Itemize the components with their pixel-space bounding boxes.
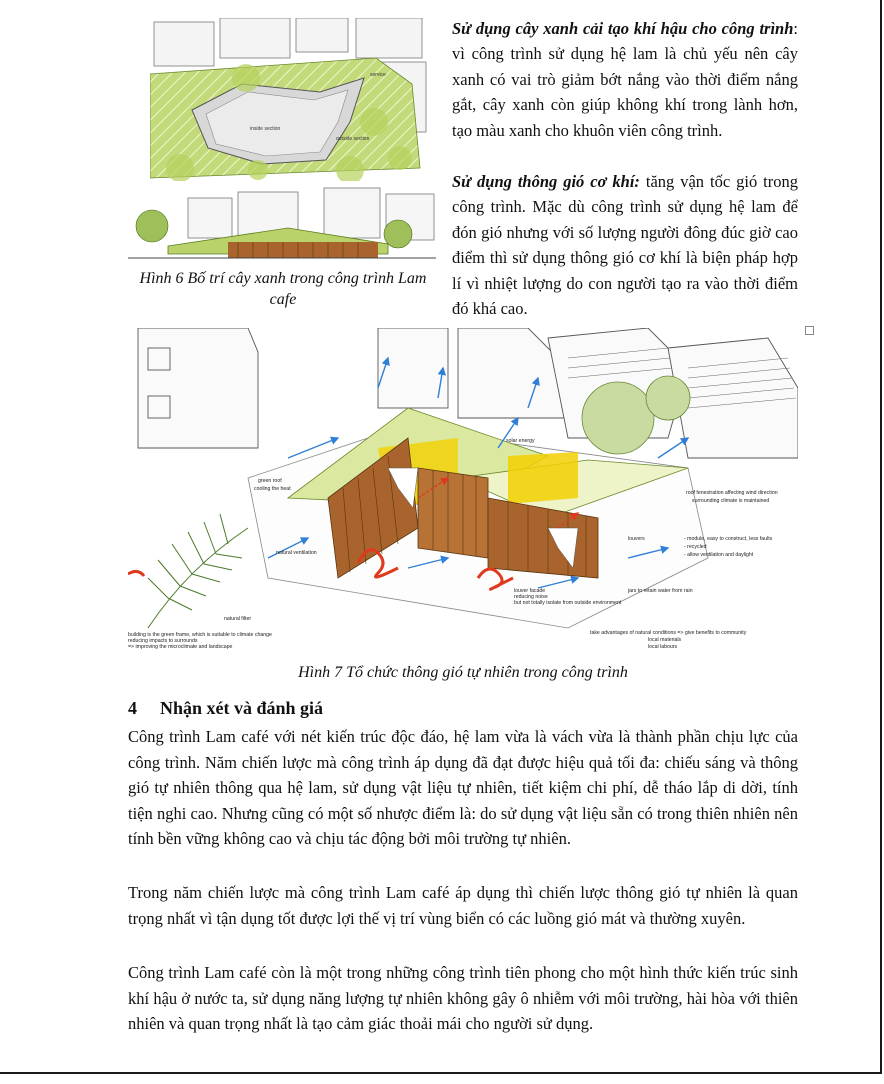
paragraph-mech-ventilation [452,169,798,321]
paragraph-trees-title: Sử dụng cây xanh cải tạo khí hậu cho công trình [452,19,794,38]
figure6-caption: Hình 6 Bố trí cây xanh trong công trình Lam cafe [139,270,427,308]
figure7-ventilation-diagram [128,328,798,656]
label-natural-filter: natural filter [224,616,252,622]
paragraph-mech-text: tăng vận tốc gió trong công trình. Mặc dù công trình sử dụng hệ lam để đón gió nhưng với số lượng người đông đúc giờ cao điểm thì sử dụng thông gió cơ khí là biện pháp hợp lí vì nhiệt lượng do con người tạo ra vào thời điểm đó khá cao. [452,172,798,319]
label-improving: => improving the microclimate and landscape [128,644,233,650]
label-solar-energy: solar energy [506,438,535,444]
body-paragraph: Trong năm chiến lược mà công trình Lam café áp dụng thì chiến lược thông gió tự nhiên là quan trọng nhất vì tận dụng tốt được lợi thế vị trí vùng biển có các luồng gió mát và thường xuyên. [128,883,798,928]
section-title: Nhận xét và đánh giá [160,698,324,718]
label-roof-fenestration: roof fenestration affecting wind direction [686,490,778,496]
figure6-site-plan [150,18,428,181]
label-not-isolate: but not totally isolate from outside environment [514,600,622,606]
label-take-advantages: take advantages of natural conditions => give benefits to community [590,630,747,636]
paragraph-mech-title: Sử dụng thông gió cơ khí: [452,172,640,191]
label-module: - module, easy to construct, less faults [684,536,773,542]
label-green-roof: green roof [258,478,282,484]
label-recycled: - recycled [684,544,707,550]
label-louver-facade: louver facade [514,588,546,594]
plan-label-inside: inside section [250,126,281,132]
body-paragraph: Công trình Lam café còn là một trong những công trình tiên phong cho một hình thức kiến trúc sinh khí hậu ở nước ta, sử dụng năng lượng tự nhiên không gây ô nhiễm với môi trường, hài hòa với thiên nhiên và quan trọng nhất là tạo cảm giác thoải mái cho người sử dụng. [128,963,798,1034]
label-local-labours: local labours [648,644,678,650]
body-paragraph: Công trình Lam café với nét kiến trúc độc đáo, hệ lam vừa là vách vừa là thành phần chịu lực của công trình. Năm chiến lược mà công trình áp dụng đã đạt được hiệu quả tối đa: chiếu sáng và thông gió tự nhiên thông qua hệ lam, sử dụng vật liệu tự nhiên, tiết kiệm chi phí, dễ tháo lắp di dời, tính tiện nghi cao. Nhưng cũng có một số nhược điểm là: do sử dụng vật liệu sẵn có trong thiên nhiên nên tính bền vững không cao và chịu tác động bởi môi trường tự nhiên. [128,727,798,849]
section-number: 4 [128,698,137,718]
paragraph-trees-text: : vì công trình sử dụng hệ lam là chủ yếu nên cây xanh có vai trò giảm bớt nắng vào thời điểm nắng gắt, cây xanh còn giúp không khí trong lành hơn, tạo màu xanh cho khuôn viên công trình. [452,19,798,140]
label-reducing-impacts: reducing impacts to surrounds [128,638,198,644]
label-reducing-noise: reducing noise [514,594,548,600]
plan-label-outside: outside section [336,136,370,142]
figure6-elevation [128,184,436,264]
plan-label-service: service [370,72,386,78]
label-surrounding: surrounding climate is maintained [692,498,770,504]
section-heading [128,698,323,719]
anchor-marker [805,326,814,335]
label-louvers: louvers [628,536,645,542]
paragraph-trees [452,16,798,143]
label-cooling: cooling the heat [254,486,291,492]
figure7-caption: Hình 7 Tổ chức thông gió tự nhiên trong công trình [298,664,628,681]
label-jars: jars to retain water from rain [628,588,693,594]
label-local-materials: local materials [648,637,682,643]
label-allow: - allow ventilation and daylight [684,552,754,558]
label-natural-ventilation: natural ventilation [276,550,317,556]
label-green-frame: building is the green frame, which is suitable to climate change [128,632,272,638]
